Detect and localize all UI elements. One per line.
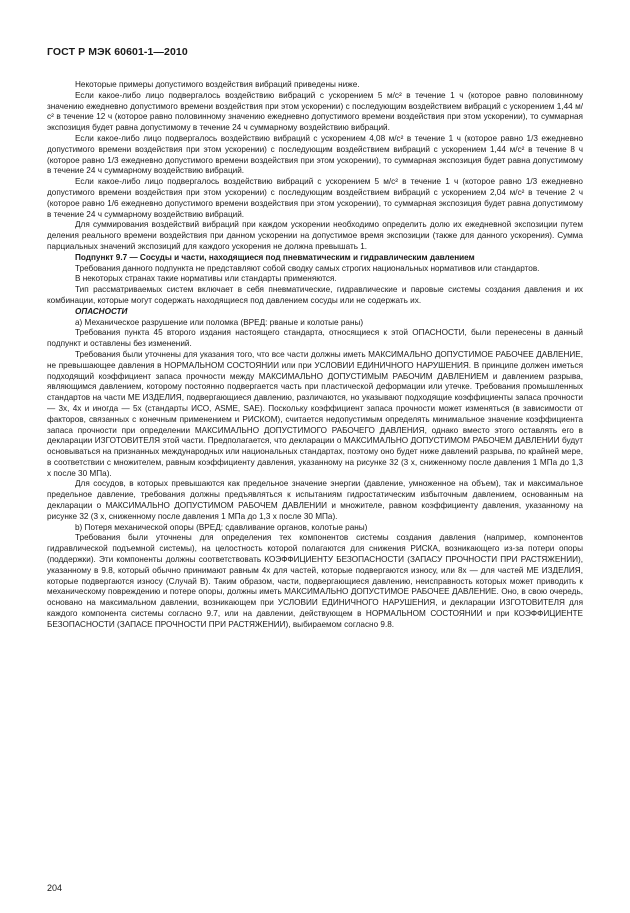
paragraph: Для суммирования воздействий вибраций при каждом ускорении необходимо определить долю их ежедневной экспозиции путем деления реального времени воздействия при данном ускорении на допустимое время экспозиции (также для данного ускорения). Сумма парциальных значений экспозиций для каждого ускорения не должна превышать 1. bbox=[47, 220, 583, 251]
paragraph: Требования пункта 45 второго издания настоящего стандарта, относящиеся к этой ОПАСНОСТИ, были перенесены в данный подпункт и оставлены без изменений. bbox=[47, 328, 583, 349]
list-item: b) Потеря механической опоры (ВРЕД: сдавливание органов, колотые раны) bbox=[75, 522, 368, 532]
paragraph: Если какое-либо лицо подвергалось воздействию вибраций с ускорением 5 м/с² в течение 1 ч (которое равно 1/3 ежедневно допустимого времени воздействия при этом ускорении) с последующим воздействием вибраций с ускорением 2,04 м/с² в течение 2 ч (которое равно 1/6 ежедневно допустимого времени воздействия при этом ускорении), то суммарная экспозиция будет равна допустимому в течение 24 ч суммарному воздействию вибраций. bbox=[47, 177, 583, 219]
paragraph: Для сосудов, в которых превышаются как предельное значение энергии (давление, умноженное на объем), так и максимальное предельное давление, требования должны предъявляться к испытаниям гидростатическим избыточным давлением, основанным на декларации о МАКСИМАЛЬНО ДОПУСТИМОМ РАБОЧЕМ ДАВЛЕНИИ и множителе, равном коэффициенту давления, указанному на рисунке 32 (3 х, сниженному после давления 1 МПа до 1,3 х после 30 МПа). bbox=[47, 479, 583, 521]
paragraph: В некоторых странах такие нормативы или стандарты применяются. bbox=[75, 274, 337, 284]
paragraph: Некоторые примеры допустимого воздействия вибраций приведены ниже. bbox=[75, 80, 360, 89]
page-number: 204 bbox=[47, 883, 63, 893]
paragraph: Если какое-либо лицо подвергалось воздействию вибраций с ускорением 5 м/с² в течение 1 ч (которое равно половинному значению ежедневно допустимого времени воздействия при этом ускорении) с последующим воздействием вибраций с ускорением 1,44 м/с² в течение 12 ч (которое равно половинному значению ежедневно допустимого времени воздействия при этом ускорении), то суммарная экспозиция будет равна допустимому в течение 24 ч суммарному воздействию вибраций. bbox=[47, 90, 583, 133]
paragraph: Требования были уточнены для указания того, что все части должны иметь МАКСИМАЛЬНО ДОПУСТИМОЕ РАБОЧЕЕ ДАВЛЕНИЕ, не превышающее давления в НОРМАЛЬНОМ СОСТОЯНИИ или при УСЛОВИИ ЕДИНИЧНОГО НАРУШЕНИЯ. В принципе должен иметься подходящий коэффициент запаса прочности между МАКСИМАЛЬНО ДОПУСТИМЫМ РАБОЧИМ ДАВЛЕНИЕМ и давлением разрыва, являющимся давлением, которому постоянно подвергается часть при пластической деформации или утечке. Требования промышленных стандартов на части МЕ ИЗДЕЛИЯ, подвергающиеся давлению, различаются, но указывают подходящие коэффициенты запаса прочности — 3х, 4х и иногда — 5х (стандарты ИСО, ASME, SAE). Поскольку коэффициент запаса прочности может изменяться (в зависимости от факторов, связанных с конечным применением и РИСКОМ), считается недопустимым определять минимальное значение коэффициента запаса прочности при определении МАКСИМАЛЬНО ДОПУСТИМОГО РАБОЧЕГО ДАВЛЕНИЯ, однако вместо этого оставлять его в декларации ИЗГОТОВИТЕЛЯ этой части. Предполагается, что декларации о МАКСИМАЛЬНО ДОПУСТИМОМ РАБОЧЕМ ДАВЛЕНИИ будут основываться на признанных международных или национальных стандартах, поэтому оно будет ниже давлений разрыва, по крайней мере, в соответствии с множителем, равным коэффициенту давления, указанному на рисунке 32 (3 х, сниженному после давления 1 МПа до 1,3 х после 30 МПа). bbox=[47, 349, 583, 478]
document-body bbox=[47, 80, 583, 631]
paragraph: Требования данного подпункта не представляют собой сводку самых строгих национальных нормативов или стандартов. bbox=[75, 263, 540, 273]
paragraph: Тип рассматриваемых систем включает в себя пневматические, гидравлические и паровые системы создания давления и их комбинации, которые могут содержать находящиеся под давлением сосуды или не содержать их. bbox=[47, 285, 583, 305]
hazards-heading: ОПАСНОСТИ bbox=[75, 306, 128, 316]
document-header: ГОСТ Р МЭК 60601-1—2010 bbox=[47, 46, 188, 58]
paragraph: Если какое-либо лицо подвергалось воздействию вибраций с ускорением 4,08 м/с² в течение 1 ч (которое равно 1/3 ежедневно допустимого времени воздействия при этом ускорении) с последующим воздействием вибраций с ускорением 1,44 м/с² в течение 8 ч (которое равно 1/3 ежедневно допустимого времени воздействия при этом ускорении), то суммарная экспозиция будет равна допустимому в течение 24 ч суммарному воздействию вибраций. bbox=[47, 133, 583, 176]
paragraph: Требования были уточнены для определения тех компонентов системы создания давления (например, компонентов гидравлической подъемной системы), на целостность которой полагаются для снижения РИСКА, возникающего из-за потери опоры (поддержки). Эти компоненты должны соответствовать КОЭФФИЦИЕНТУ БЕЗОПАСНОСТИ (ЗАПАСУ ПРОЧНОСТИ ПРИ РАСТЯЖЕНИИ), указанному в 9.8, который обычно принимают равным 4х для частей, которые подвергаются износу, или 8х — для частей МЕ ИЗДЕЛИЯ, которые подвергаются износу (Случай В). Таким образом, части, подвергающиеся давлению, неисправность которых может приводить к механическому повреждению и потере опоры, должны иметь МАКСИМАЛЬНО ДОПУСТИМОЕ РАБОЧЕЕ ДАВЛЕНИЕ. Оно, в свою очередь, основано на максимальном давлении, возникающем при УСЛОВИИ ЕДИНИЧНОГО НАРУШЕНИЯ, и декларации ИЗГОТОВИТЕЛЯ для каждого компонента системы согласно 9.7, или на давлении, действующем в НОРМАЛЬНОМ СОСТОЯНИИ и при КОЭФФИЦИЕНТЕ БЕЗОПАСНОСТИ (ЗАПАСЕ ПРОЧНОСТИ ПРИ РАСТЯЖЕНИИ), выбираемом согласно 9.8. bbox=[47, 533, 583, 629]
subclause-heading: Подпункт 9.7 — Сосуды и части, находящиеся под пневматическим и гидравлическим давлением bbox=[75, 252, 475, 262]
list-item: a) Механическое разрушение или поломка (ВРЕД: рваные и колотые раны) bbox=[75, 317, 364, 327]
